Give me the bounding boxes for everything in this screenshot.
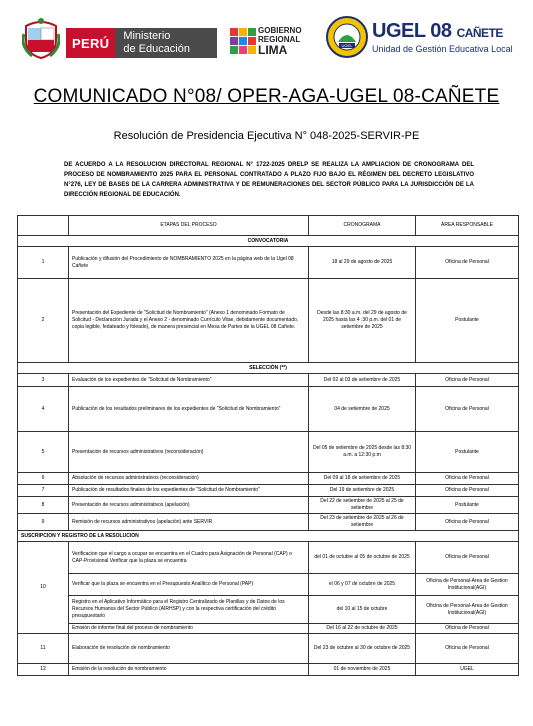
- table-row: [18, 473, 519, 485]
- row-num: 4: [18, 387, 69, 432]
- row-desc: Evaluación de los expedientes de "Solicitud de Nombramiento": [69, 374, 309, 387]
- row-desc: Absolución de recursos administrativos (reconsideración): [69, 473, 309, 485]
- row-date: 01 de noviembre de 2025: [309, 664, 416, 676]
- ugel-seal-icon: [326, 16, 368, 58]
- row-resp: Oficina de Personal: [416, 634, 519, 664]
- row-num: 5: [18, 432, 69, 473]
- row-resp: Oficina de Personal: [416, 485, 519, 497]
- row-date: Del 16 al 22 de octubre de 2025: [309, 624, 416, 634]
- row-date: 18 al 29 de agosto de 2025: [309, 247, 416, 279]
- row-num: 7: [18, 485, 69, 497]
- header-schedule: CRONOGRAMA: [309, 216, 416, 236]
- ministry-line1: Ministerio: [123, 30, 171, 42]
- ministry-label: [115, 28, 217, 58]
- row-desc: Publicación de los resultados preliminares de los expedientes de "Solicitud de Nombramiento": [69, 387, 309, 432]
- row-desc: Publicación y difusión del Procedimiento de NOMBRAMIENTO 2025 en la página web de la Ugel 08 Cañete: [69, 247, 309, 279]
- row-desc: Elaboración de resolución de nombramiento: [69, 634, 309, 664]
- row-num: 6: [18, 473, 69, 485]
- row-resp: Oficina de Personal-Area de Gestion Institucional(AGI): [416, 574, 519, 596]
- section-row: [18, 363, 519, 374]
- lima-cube-icon: [230, 26, 256, 56]
- row-desc: Registro en el Aplicativo Informático para el Registro Centralizado de Planillas y de Datos de los Recursos Humanos del Sector Público (AIRHSP) y con la respectiva certificación del crédito presupuestario: [69, 596, 309, 624]
- section-row: [18, 531, 519, 542]
- row-desc: Verificacion que el cargo a ocupar se encuentra en el Cuadro para Asignación de Personal (CAP) o CAP-Provisional Verificar que la plaza se encuentra: [69, 542, 309, 574]
- table-row: [18, 374, 519, 387]
- row-resp: Oficina de Personal: [416, 374, 519, 387]
- row-desc: Presentación de recursos administrativos (reconsideración): [69, 432, 309, 473]
- row-date: del 01 de octubre al 05 de octubre de 2025: [309, 542, 416, 574]
- row-desc: Publicación de resultados finales de los expedientes de "Solicitud de Nombramiento": [69, 485, 309, 497]
- table-row: [18, 387, 519, 432]
- header-stage: ETAPAS DEL PROCESO: [69, 216, 309, 236]
- table-row: [18, 624, 519, 634]
- table-row: [18, 664, 519, 676]
- row-resp: Oficina de Personal: [416, 247, 519, 279]
- row-resp: UGEL: [416, 664, 519, 676]
- gobierno-regional-lima-logo: [230, 22, 322, 62]
- intro-paragraph: DE ACUERDO A LA RESOLUCION DIRECTORAL REGIONAL N° 1722-2025 DRELP SE REALIZA LA AMPLIACION DE CRONOGRAMA DEL PROCESO DE NOMBRAMIENTO 2025 PARA EL PERSONAL CONTRATADO A PLAZO FIJO BAJO EL RÉGIMEN DEL DECRETO LEGISLATIVO N°276, LEY DE BASES DE LA CARRERA ADMINISTRATIVA Y DE REMUNERACIONES DEL SECTOR PÚBLICO PARA LA JURISDICCIÓN DE LA DIRECCIÓN REGIONAL DE EDUCACIÓN.: [64, 162, 474, 198]
- section-row: [18, 236, 519, 247]
- lima-line3: LIMA: [258, 43, 288, 57]
- row-date: el 06 y 07 de octubre de 2025: [309, 574, 416, 596]
- table-row: [18, 574, 519, 596]
- row-date: Del 02 al 03 de setiembre de 2025: [309, 374, 416, 387]
- resolution-subtitle: Resolución de Presidencia Ejecutiva N° 048-2025-SERVIR-PE: [113, 130, 420, 142]
- row-resp: Postulante: [416, 432, 519, 473]
- table-row: [18, 485, 519, 497]
- ugel-title: UGEL 08: [372, 20, 452, 42]
- ugel-city: CAÑETE: [456, 26, 503, 40]
- page-title: COMUNICADO N°08/ OPER-AGA-UGEL 08-CAÑETE: [33, 86, 500, 107]
- row-num: 2: [18, 279, 69, 363]
- row-num: 1: [18, 247, 69, 279]
- row-resp: Postulante: [416, 497, 519, 514]
- row-date: Del 09 al 18 de setiembre de 2025: [309, 473, 416, 485]
- table-row: [18, 514, 519, 531]
- minedu-logo: [66, 28, 217, 58]
- row-date: Del 19 de setiembre de 2025: [309, 485, 416, 497]
- row-date: Del 23 de setiembre de 2025 al 26 de setiembre: [309, 514, 416, 531]
- table-row: [18, 432, 519, 473]
- seal-label: UGEL: [341, 43, 353, 48]
- ugel-logo-text: [372, 20, 513, 54]
- schedule-table: [17, 215, 519, 676]
- row-desc: Emisión de la resolución de nombramiento: [69, 664, 309, 676]
- lima-line2: REGIONAL: [258, 35, 301, 44]
- section-convocatoria: CONVOCATORIA: [18, 236, 519, 247]
- table-row: [18, 596, 519, 624]
- row-desc: Presentación de recursos administrativos (apelación): [69, 497, 309, 514]
- peru-label: PERÚ: [66, 28, 115, 58]
- section-seleccion: SELECCIÓN (**): [18, 363, 519, 374]
- section-suscripcion: SUSCRIPCION Y REGISTRO DE LA RESOLUCION: [18, 531, 519, 542]
- row-num: 3: [18, 374, 69, 387]
- row-desc: Presentación del Expediente de "Solicitud de Nombramiento" (Anexo 1 denominado Formato de Solicitud - Declaración Jurada y el Anexo 2 - denominado Currículo Vitae, debidamente documentado, copia legible, fedateado y foleado), de manera presencial en Mesa de Partes de la UGEL 08 Cañete.: [69, 279, 309, 363]
- header-responsible: ÁREA RESPONSABLE: [416, 216, 519, 236]
- row-num: 8: [18, 497, 69, 514]
- row-resp: Oficina de Personal: [416, 473, 519, 485]
- row-date: del 10 al 15 de octubre: [309, 596, 416, 624]
- row-date: 04 de setiembre de 2025: [309, 387, 416, 432]
- table-row: [18, 634, 519, 664]
- row-date: Del 05 de setiembre de 2025 desde las 8:30 a.m. a 12:30 p.m: [309, 432, 416, 473]
- header-logos: [22, 14, 517, 70]
- table-header-row: [18, 216, 519, 236]
- lima-text: [258, 26, 302, 56]
- row-desc: Emisión de informe final del proceso de nombramiento: [69, 624, 309, 634]
- row-date: Desde las 8:30 a.m. del 29 de agosto de 2025 hasta las 4 :30 p.m. del 01 de setiembre de 2025: [309, 279, 416, 363]
- ugel-subtitle: Unidad de Gestión Educativa Local: [372, 44, 513, 54]
- row-num: 9: [18, 514, 69, 531]
- table-row: [18, 279, 519, 363]
- row-resp: Oficina de Personal: [416, 542, 519, 574]
- table-row: [18, 247, 519, 279]
- row-resp: Oficina de Personal: [416, 624, 519, 634]
- table-row: [18, 497, 519, 514]
- row-date: Del 22 de setiembre de 2025 al 25 de setiembre: [309, 497, 416, 514]
- lima-line1: GOBIERNO: [258, 26, 302, 35]
- table-row: [18, 542, 519, 574]
- row-num: 12: [18, 664, 69, 676]
- ministry-line2: de Educación: [123, 43, 190, 55]
- row-resp: Oficina de Personal-Area de Gestion Institucional(AGI): [416, 596, 519, 624]
- row-resp: Oficina de Personal: [416, 514, 519, 531]
- row-desc: Remisión de recursos administrativos (apelación) ante SERVIR: [69, 514, 309, 531]
- row-desc: Verificar que la plaza se encuentra en el Presupuesto Analítico de Personal (PAP): [69, 574, 309, 596]
- row-num: 11: [18, 634, 69, 664]
- peru-coat-of-arms-icon: [22, 16, 60, 60]
- row-date: Del 23 de octubre al 30 de octubre de 2025: [309, 634, 416, 664]
- row-num: 10: [18, 542, 69, 634]
- row-resp: Oficina de Personal: [416, 387, 519, 432]
- row-resp: Postulante: [416, 279, 519, 363]
